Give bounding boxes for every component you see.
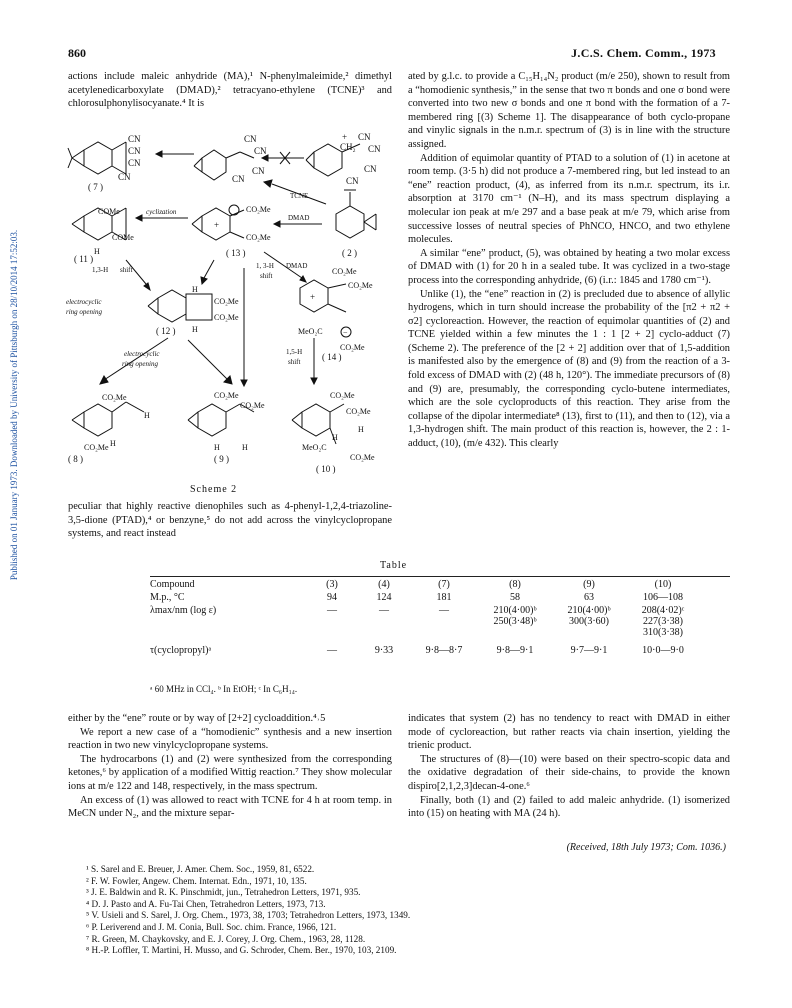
arrow-label-eo1-a: electrocyclic [66,298,102,306]
right-paragraph-2: Addition of equimolar quantity of PTAD to a solution of (1) in acetone at room temp. (3·5 h) did not produce a 7-membered ring, but led instead to an “ene” reaction product, (4), as inferred from its n.m.r. spectrum, its i.r. absorption at 3170 cm⁻¹ (N–H), and its mass spectrum displaying a molecular ion peak at m/e 297 and a base peak at m/e 79, which arise from successive losses of neutral species of PhNCO, HNCO, and two ethylene molecules. [408,152,730,246]
scheme-2-diagram [64,128,394,480]
label-2: ( 2 ) [342,248,357,258]
table-cell: 106—108 [643,592,683,603]
scheme-caption: Scheme 2 [190,484,238,495]
table-cell: 63 [584,592,594,603]
table-header-cell: (9) [583,579,595,590]
reference-item: ⁸ H.-P. Loffler, T. Martini, H. Musso, and G. Schroder, Chem. Ber., 1970, 103, 2109. [86,945,397,956]
label-11: ( 11 ) [74,254,94,264]
bottom-left-paragraph-3: The hydrocarbons (1) and (2) were synthesized from the corresponding ketones,⁶ by application of a modified Wittig reaction.⁷ They show molecular ions at m/e 122 and 148, respectively, in the mass spectrum. [68,753,392,792]
table-cell: 9·8—9·1 [496,645,534,656]
homodienic-cn-b: CN [368,144,381,154]
zwitterion-cn-b: CN [254,146,267,156]
compound-7-cn-c: CN [128,158,141,168]
dmad-zwitterion-ester-a: CO₂Me [332,267,357,276]
compound-13-plus: + [214,220,220,230]
compound-9-h-a: H [214,443,220,452]
homodienic-cn-d: CN [346,176,359,186]
compound-9-h-b: H [242,443,248,452]
reference-item: ³ J. E. Baldwin and R. K. Pinschmidt, jun., Tetrahedron Letters, 1971, 935. [86,887,361,898]
arrow-label-cyclization: cyclization [146,208,177,216]
table-cell: 208(4·02)ᶜ 227(3·38) 310(3·38) [641,605,685,638]
left-bottom-text [68,500,392,541]
dmad-zwitterion-meo2c: MeO₂C [298,327,323,336]
arrow-label-shift15-b: shift [288,358,301,366]
dmad-zwitterion-structure [300,280,346,312]
reference-item: ¹ S. Sarel and E. Breuer, J. Amer. Chem. Soc., 1959, 81, 6522. [86,864,315,874]
zwitterion-cn-a: CN [244,134,257,144]
compound-12-h-a: H [192,285,198,294]
compound-10-h-a: H [358,425,364,434]
dmad-zwitterion-minus: − [343,328,348,337]
bottom-left-paragraph-1: either by the “ene” route or by way of [2+2] cycloaddition.⁴˒5 [68,713,326,724]
compound-8-structure [72,402,144,436]
table-cell: — [439,605,449,616]
right-column [408,70,730,451]
table-cell: 124 [376,592,392,603]
arrow-label-shift13b-b: shift [260,272,273,280]
compound-8-h-a: H [144,411,150,420]
compound-11-ester-a: COMe [98,207,120,216]
compound-10-ester-c: CO₂Me [350,453,375,462]
compound-7-cn-a: CN [128,134,141,144]
references-list [86,864,726,957]
table-row-label: M.p., °C [150,592,185,603]
table-row [150,639,700,657]
table-header-cell: (8) [509,579,521,590]
received-line: (Received, 18th July 1973; Com. 1036.) [566,842,726,853]
arrow-label-eo1-b: ring opening [66,308,102,316]
compound-7-structure [68,142,126,174]
compound-2-structure [336,190,376,238]
compound-10-ester-a: CO₂Me [330,391,355,400]
download-watermark: Published on 01 January 1973. Downloaded by University of Pittsburgh on 28/10/2014 17:52:03. [9,229,19,581]
compound-7-cn-d: CN [118,172,131,182]
compound-10-ester-b: CO₂Me [346,407,371,416]
table-top-rule [150,576,730,577]
table-cell: 210(4·00)ᵇ 300(3·60) [567,605,611,627]
table-row-label: λmax/nm (log ε) [150,605,217,616]
table-header-cell: (4) [378,579,390,590]
compound-9-ester-b: CO₂Me [240,401,265,410]
compound-8-ester-b: CO₂Me [84,443,109,452]
left-bottom-paragraph: peculiar that highly reactive dienophiles such as 4-phenyl-1,2,4-triazoline-3,5-dione (PTAD),⁴ or benzyne,⁵ do not add across the vinylcyclopropane systems, and react instead [68,501,392,540]
label-7: ( 7 ) [88,182,103,192]
compound-8-h-b: H [110,439,116,448]
arrow-label-shift13b-a: 1, 3-H [256,262,274,270]
dmad-zwitterion-plus: + [310,292,316,302]
dmad-zwitterion-ester-c: CO₂Me [340,343,365,352]
compound-12-h-b: H [192,325,198,334]
table-header-row [150,578,700,591]
data-table [150,578,700,657]
journal-running-head: J.C.S. Chem. Comm., 1973 [571,46,716,60]
arrow-label-eo2-a: electrocyclic [124,350,160,358]
label-12: ( 12 ) [156,326,176,336]
table-row [150,604,700,639]
homodienic-cn-a: CN [358,132,371,142]
reference-item: ² F. W. Fowler, Angew. Chem. Internat. Edn., 1971, 10, 135. [86,875,307,886]
bottom-left-paragraph-4: An excess of (1) was allowed to react with TCNE for 4 h at room temp. in MeCN under N₂, and the mixture separ- [68,794,392,820]
bottom-right-paragraph-2: The structures of (8)—(10) were based on their spectro-scopic data and the oxidative degradation of their side-chains, to provide the known dispiro[2,1,2,3]decan-4-one.⁶ [408,753,730,792]
table-row [150,591,700,604]
table-cell: 9·33 [374,645,394,656]
label-10: ( 10 ) [316,464,336,474]
table-header-cell: (10) [654,579,672,590]
homodienic-cn-c: CN [364,164,377,174]
table-header-cell: (7) [438,579,450,590]
table-header-cell: Compound [150,579,195,590]
table-cell: 10·0—9·0 [642,645,684,656]
compound-9-ester-a: CO₂Me [214,391,239,400]
bottom-left-column [68,712,392,821]
table-cell: — [327,645,337,656]
compound-12-ester-a: CO₂Me [214,297,239,306]
reference-item: ⁴ D. J. Pasto and A. Fu-Tai Chen, Tetrahedron Letters, 1973, 713. [86,898,326,909]
right-paragraph-3: A similar “ene” product, (5), was obtained by heating a two molar excess of DMAD with (1) for 20 h in a sealed tube. It was cyclized in a two-stage process into the corresponding anhydride, (6) (i.r.: 1845 and 1780 cm⁻¹). [408,247,730,286]
zwitterion-cn-d: CN [232,174,245,184]
left-intro-paragraph: actions include maleic anhydride (MA),¹ N-phenylmaleimide,² dimethyl acetylenedicarboxylate (DMAD),² tetracyano-ethylene (TCNE)³ and chlorosulphonylisocyanate.⁴ It is [68,71,392,110]
table-cell: 9·8—8·7 [425,645,463,656]
label-14: ( 14 ) [322,352,342,362]
label-9: ( 9 ) [214,454,229,464]
right-paragraph-4: Unlike (1), the “ene” reaction in (2) is precluded due to absence of allylic hydrogens, which in turn should increase the probability of the [π2 + π2 + σ2] cycloreaction. However, the reaction of equimolar quantities of (2) and TCNE yielded within a few minutes the 1 : 1 [2 + 2] cyclo-adduct (7) (Scheme 2). The preference of the [2 + 2] addition over that of 1,5-addition is manifested also by the emergence of (8) and (9) from the reaction of a 3-fold excess of DMAD with (2) (48 h, 120°). The immediate precursors of (8) and (9) are, presumably, the corresponding cyclo-butene intermediates, which are the sole cycloproducts of this reaction. They arise from the collapse of the dipolar intermediate⁸ (13), first to (11), and then to (12), via a 1,3-hydrogen shift. The main product of this reaction is, however, the 2 : 1-adduct, (10), (m/e 432). This clearly [408,288,730,450]
arrow-label-dmad-2-visible: DMAD [286,262,308,270]
compound-11-ester-b: COMe [112,233,134,242]
page-number: 860 [68,46,86,60]
table-header-cell: (3) [326,579,338,590]
compound-10-meo2c: MeO₂C [302,443,327,452]
table-cell: 9·7—9·1 [570,645,608,656]
table-cell: 181 [436,592,452,603]
table-container [150,578,700,657]
zwitterion-cn-c: CN [252,166,265,176]
arrow-label-eo2-b: ring opening [122,360,158,368]
reference-item: ⁵ V. Usieli and S. Sarel, J. Org. Chem., 1973, 38, 1703; Tetrahedron Letters, 1973, 1349. [86,910,411,921]
homodienic-plus: + [342,132,348,142]
compound-13-ester-b: CO₂Me [246,233,271,242]
arrow-label-tcne: TCNE [290,192,309,200]
bottom-right-paragraph-3: Finally, both (1) and (2) failed to add maleic anhydride. (1) isomerized into (15) on heating with MA (24 h). [408,794,730,820]
bottom-right-paragraph-1: indicates that system (2) has no tendency to react with DMAD in either mode of cycloreaction, but rather reacts via chain insertion, yielding the trienic product. [408,713,730,752]
label-8: ( 8 ) [68,454,83,464]
arrow-label-dmad-1: DMAD [288,214,310,222]
compound-11-h: H [94,247,100,256]
table-cell: 210(4·00)ᵇ 250(3·48)ᵇ [493,605,537,627]
arrow-label-shift15-a: 1,5-H [286,348,303,356]
bottom-left-paragraph-2: We report a new case of a “homodienic” synthesis and a new insertion reaction in two new vinylcyclopropane systems. [68,726,392,752]
table-row-label: τ(cyclopropyl)ᵃ [150,645,212,656]
compound-8-ester-a: CO₂Me [102,393,127,402]
reference-item: ⁷ R. Green, M. Chaykovsky, and E. J. Corey, J. Org. Chem., 1963, 28, 1128. [86,933,366,944]
table-cell: — [327,605,337,616]
zwitterion-tcne-structure [194,150,254,180]
compound-12-ester-b: CO₂Me [214,313,239,322]
table-footnote: ᵃ 60 MHz in CCl₄. ᵇ In EtOH; ᶜ In C₆H₁₄. [150,684,298,694]
table-cell: — [379,605,389,616]
right-paragraph-1: ated by g.l.c. to provide a C₁₅H₁₄N₂ product (m/e 250), shown to result from a “homodienic synthesis,” in the sense that two π bonds and one σ bond were converted into two new σ bonds and one π bond with the formation of a 7-membered ring [(3) Scheme 1]. The disappearance of both cyclo-propane and vinylic signals in the n.m.r. spectrum of (3) is in line with the structure assigned. [408,71,730,150]
table-cell: 94 [327,592,337,603]
bottom-right-column [408,712,730,821]
homodienic-ch2: CH₂ [340,142,356,152]
table-cell: 58 [510,592,520,603]
arrow-label-shift13-a: 1,3-H [92,266,109,274]
compound-12-structure [148,290,212,322]
compound-7-cn-b: CN [128,146,141,156]
reference-item: ⁶ P. Leriverend and J. M. Conia, Bull. Soc. chim. France, 1966, 121. [86,921,337,932]
label-13: ( 13 ) [226,248,246,258]
table-title: Table [380,560,408,571]
compound-10-h-b: H [332,433,338,442]
left-intro-text [68,70,392,111]
compound-13-ester-a: CO₂Me [246,205,271,214]
arrow-label-shift13-b: shift [120,266,133,274]
dmad-zwitterion-ester-b: CO₂Me [348,281,373,290]
